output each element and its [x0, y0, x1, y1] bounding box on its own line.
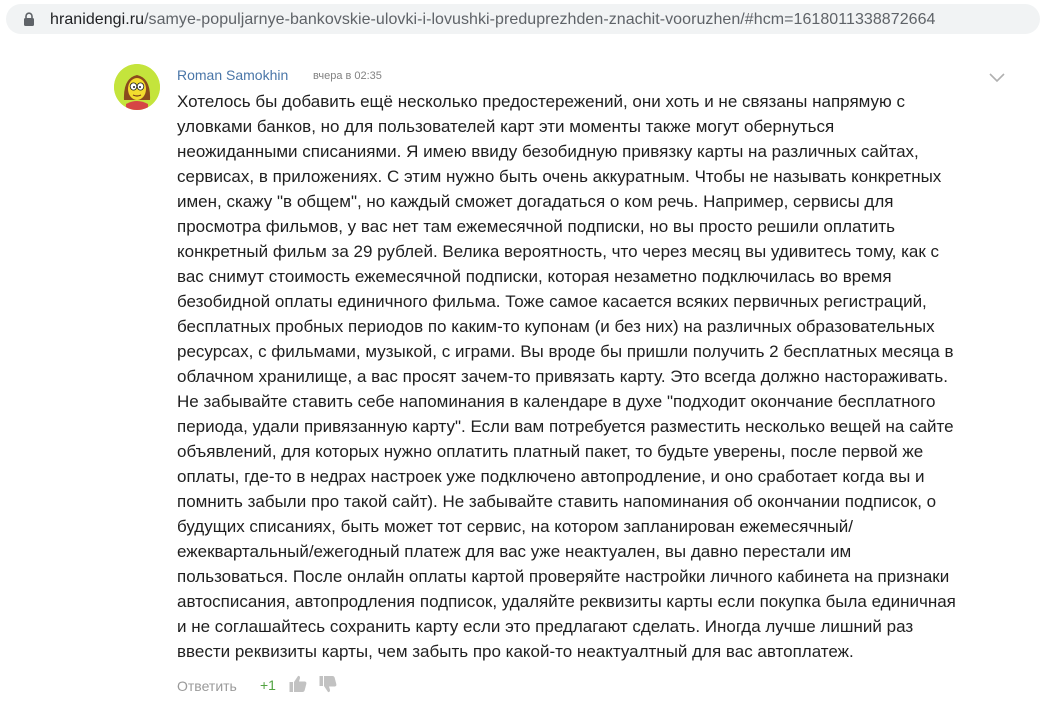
comment-line: объявлений, для которых нужно оплатить платный пакет, то будьте уверены, после первой же: [177, 442, 924, 461]
browser-address-bar: [0, 0, 1044, 38]
comment-line: вас снимут стоимость ежемесячной подписки, которая незаметно подключилась во время: [177, 267, 892, 286]
comment-line: Хотелось бы добавить ещё несколько предостережений, они хоть и не связаны напрямую с: [177, 92, 905, 111]
comment-author[interactable]: Roman Samokhin: [177, 67, 289, 83]
comment-line: оплаты, где-то в недрах настроек уже подключено автопродление, и оно сработает когда вы и: [177, 467, 925, 486]
comment-line: просмотра фильмов, у вас нет там ежемесячной подписки, но вы просто решили оплатить: [177, 217, 896, 236]
comment-line: безобидной оплаты единичного фильма. Тоже самое касается всяких первичных регистраций,: [177, 292, 927, 311]
comment-line: Не забывайте ставить себе напоминания в календаре в духе "подходит окончание бесплатного: [177, 392, 936, 411]
url-path: /samye-populjarnye-bankovskie-ulovki-i-lovushki-preduprezhden-znachit-vooruzhen/#hcm=1618011338872664: [144, 11, 936, 28]
comment-line: уловками банков, но для пользователей карт эти моменты также могут обернуться: [177, 117, 835, 136]
reply-button[interactable]: Ответить: [177, 678, 237, 694]
comment-line: будущих списаниях, быть может тот сервис, на котором запланирован ежемесячный/: [177, 517, 854, 536]
comment-line: ввести реквизиты карты, чем забыть про какой-то неактуалтный для вас автоплатеж.: [177, 642, 854, 661]
comment-timestamp: вчера в 02:35: [313, 70, 382, 82]
lock-icon[interactable]: [22, 12, 36, 26]
url-text: [50, 10, 936, 30]
comment-line: сервисах, в приложениях. С этим нужно быть очень аккуратным. Чтобы не называть конкретных: [177, 167, 942, 186]
comment-line: конкретный фильм за 29 рублей. Велика вероятность, что через месяц вы удивитесь тому, как с: [177, 242, 940, 261]
comment-line: имен, скажу "в общем", но каждый сможет догадаться о ком речь. Например, сервисы для: [177, 192, 894, 211]
comment-line: облачном хранилище, а вас просят зачем-то привязать карту. Это всегда должно настораживать.: [177, 367, 948, 386]
url-field[interactable]: [6, 4, 1040, 34]
rating-count: +1: [260, 677, 276, 693]
comment-line: ежеквартальный/ежегодный платеж для вас уже неактуален, вы давно перестали им: [177, 542, 852, 561]
comment-line: помнить забыли про такой сайт). Не забывайте ставить напоминания об окончании подписок, о: [177, 492, 937, 511]
thumbs-up-icon[interactable]: [288, 674, 308, 694]
comment-line: периода, удали привязанную карту". Если вам потребуется разместить несколько вещей на сайте: [177, 417, 954, 436]
avatar-image: [114, 64, 160, 110]
comment-line: ресурсах, с фильмами, музыкой, с играми. Вы вроде бы пришли получить 2 бесплатных месяца в: [177, 342, 954, 361]
thumbs-down-icon[interactable]: [318, 674, 338, 694]
comment-line: пользоваться. После онлайн оплаты картой проверяйте настройки личного кабинета на признаки: [177, 567, 950, 586]
comment-line: и не соглашайтесь сохранить карту если это предлагают сделать. Иногда лучше лишний раз: [177, 617, 914, 636]
comment-line: бесплатных пробных периодов по каким-то купонам (и без них) на различных образовательных: [177, 317, 935, 336]
comment-text: [177, 89, 989, 664]
comment-line: автосписания, автопродления подписок, удаляйте реквизиты карты если покупка была единичная: [177, 592, 956, 611]
chevron-down-icon[interactable]: [987, 70, 1007, 86]
comment-line: неожиданными списаниями. Я имею ввиду безобидную привязку карты на различных сайтах,: [177, 142, 919, 161]
avatar[interactable]: [114, 64, 160, 110]
url-domain: hranidengi.ru: [50, 11, 145, 28]
